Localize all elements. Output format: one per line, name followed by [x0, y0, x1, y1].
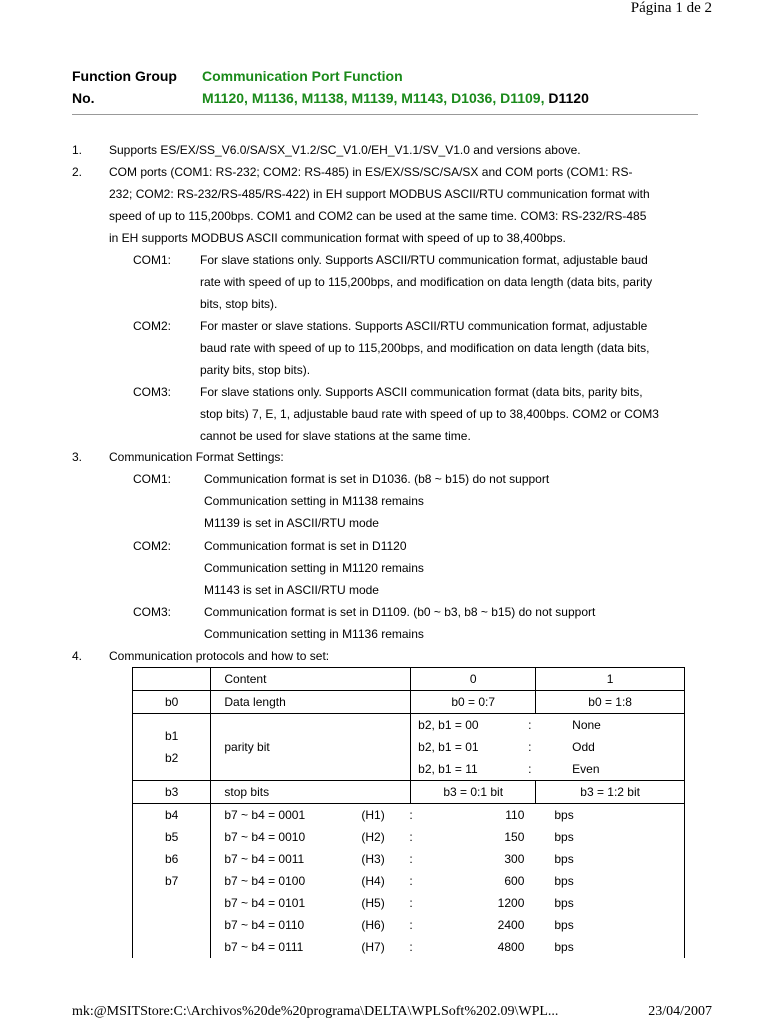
baud-hex: (H7): [361, 940, 385, 954]
function-numbers: [202, 90, 589, 106]
item-3-com1-key: COM1:: [133, 472, 172, 486]
item-2-com2-line-1: For master or slave stations. Supports ASCII/RTU communication format, adjustable: [200, 319, 648, 333]
baud-rate: 600: [504, 874, 525, 888]
item-2-com1-key: COM1:: [133, 253, 172, 267]
parity-bit-b1: b1: [165, 729, 179, 743]
baud-rate: 2400: [497, 918, 525, 932]
baud-row: [224, 826, 684, 848]
item-3-com2-key: COM2:: [133, 539, 172, 553]
baud-unit: bps: [554, 918, 574, 932]
baud-rate: 1200: [497, 896, 525, 910]
baud-code: b7 ~ b4 = 0110: [224, 918, 305, 932]
item-2-com2-key: COM2:: [133, 319, 172, 333]
item-3-number: 3.: [72, 450, 83, 464]
baud-hex: (H1): [361, 808, 385, 822]
b3-content: stop bits: [211, 781, 411, 804]
parity-cond: b2, b1 = 01: [418, 740, 479, 754]
item-2-line-4: in EH supports MODBUS ASCII communication format with speed of up to 38,400bps.: [109, 231, 566, 245]
item-2-line-2: 232; COM2: RS-232/RS-485/RS-422) in EH support MODBUS ASCII/RTU communication format with: [109, 187, 650, 201]
b3-one: b3 = 1:2 bit: [536, 781, 685, 804]
parity-sep: :: [528, 718, 532, 732]
page-indicator: Página 1 de 2: [630, 0, 712, 16]
baud-sep: :: [409, 852, 413, 866]
baud-unit: bps: [554, 852, 574, 866]
table-row: [133, 781, 685, 804]
parity-value: None: [572, 718, 601, 732]
item-2-com3-key: COM3:: [133, 385, 172, 399]
baud-unit: bps: [554, 808, 574, 822]
parity-option: [418, 758, 684, 780]
item-2-line-1: COM ports (COM1: RS-232; COM2: RS-485) in ES/EX/SS/SC/SA/SX and COM ports (COM1: RS-: [109, 165, 633, 179]
parity-sep: :: [528, 740, 532, 754]
item-2-line-3: speed of up to 115,200bps. COM1 and COM2 can be used at the same time. COM3: RS-232/RS-485: [109, 209, 647, 223]
b3-zero: b3 = 0:1 bit: [411, 781, 536, 804]
parity-cond: b2, b1 = 11: [418, 762, 478, 776]
item-3-com2-line-2: Communication setting in M1120 remains: [204, 561, 424, 575]
table-header-row: [133, 668, 685, 691]
b0-bit: b0: [133, 691, 211, 714]
item-2-com3-line-2: stop bits) 7, E, 1, adjustable baud rate with speed of up to 38,400bps. COM2 or COM3: [200, 407, 659, 421]
baud-row: [224, 914, 684, 936]
baud-rate: 4800: [497, 940, 525, 954]
item-3-com3-key: COM3:: [133, 605, 172, 619]
baud-sep: :: [409, 808, 413, 822]
baud-code: b7 ~ b4 = 0011: [224, 852, 305, 866]
item-2-number: 2.: [72, 165, 83, 179]
baud-hex: (H3): [361, 852, 385, 866]
table-row: [133, 804, 685, 959]
item-3-com3-line-1: Communication format is set in D1109. (b0 ~ b3, b8 ~ b15) do not support: [204, 605, 596, 619]
baud-bit-b4: b4: [165, 808, 179, 822]
number-label: No.: [72, 90, 95, 106]
baud-sep: :: [409, 874, 413, 888]
item-1-number: 1.: [72, 143, 83, 157]
parity-cond: b2, b1 = 00: [418, 718, 479, 732]
item-3-com2-line-1: Communication format is set in D1120: [204, 539, 407, 553]
baud-code: b7 ~ b4 = 0010: [224, 830, 306, 844]
baud-row: [224, 870, 684, 892]
header-one: 1: [536, 668, 685, 691]
function-numbers-green: M1120, M1136, M1138, M1139, M1143, D1036, D1109,: [202, 90, 545, 106]
b0-zero: b0 = 0:7: [411, 691, 536, 714]
baud-unit: bps: [554, 940, 574, 954]
item-2-com2-line-3: parity bits, stop bits).: [200, 363, 311, 377]
table-row: [133, 714, 685, 781]
baud-bit-b5: b5: [165, 830, 179, 844]
item-3-com1-line-1: Communication format is set in D1036. (b8 ~ b15) do not support: [204, 472, 550, 486]
baud-rate: 110: [505, 808, 525, 822]
item-4-number: 4.: [72, 649, 83, 663]
header-bit: [133, 668, 211, 691]
parity-options: [411, 714, 685, 781]
baud-bits: [133, 804, 211, 959]
baud-bit-b7: b7: [165, 874, 179, 888]
baud-hex: (H5): [361, 896, 385, 910]
baud-bit-b6: b6: [165, 852, 179, 866]
baud-row: [224, 936, 684, 958]
footer-date: 23/04/2007: [648, 1004, 712, 1019]
footer-path: mk:@MSITStore:C:\Archivos%20de%20programa\DELTA\WPLSoft%202.09\WPL...: [72, 1004, 559, 1019]
item-2-com1-line-2: rate with speed of up to 115,200bps, and modification on data length (data bits, parity: [200, 275, 653, 289]
baud-row: [224, 804, 684, 826]
b0-content: Data length: [211, 691, 411, 714]
parity-sep: :: [528, 762, 532, 776]
item-2-com3-line-3: cannot be used for slave stations at the same time.: [200, 429, 471, 443]
baud-hex: (H4): [361, 874, 385, 888]
parity-value: Even: [572, 762, 600, 776]
item-3-com1-line-3: M1139 is set in ASCII/RTU mode: [204, 516, 379, 530]
baud-hex: (H6): [361, 918, 385, 932]
header-divider: [72, 114, 698, 115]
parity-content: parity bit: [211, 714, 411, 781]
table-row: [133, 691, 685, 714]
baud-hex: (H2): [361, 830, 385, 844]
baud-code: b7 ~ b4 = 0101: [224, 896, 306, 910]
item-2-com1-line-3: bits, stop bits).: [200, 297, 278, 311]
baud-sep: :: [409, 940, 413, 954]
baud-row: [224, 848, 684, 870]
baud-unit: bps: [554, 874, 574, 888]
parity-option: [418, 736, 684, 758]
item-2-com1-line-1: For slave stations only. Supports ASCII/RTU communication format, adjustable baud: [200, 253, 648, 267]
item-4-title: Communication protocols and how to set:: [109, 649, 330, 663]
b0-one: b0 = 1:8: [536, 691, 685, 714]
item-1-text: Supports ES/EX/SS_V6.0/SA/SX_V1.2/SC_V1.0/EH_V1.1/SV_V1.0 and versions above.: [109, 143, 581, 157]
baud-code: b7 ~ b4 = 0111: [224, 940, 304, 954]
item-3-com2-line-3: M1143 is set in ASCII/RTU mode: [204, 583, 379, 597]
baud-row: [224, 892, 684, 914]
parity-value: Odd: [572, 740, 595, 754]
baud-code: b7 ~ b4 = 0001: [224, 808, 306, 822]
function-numbers-black: D1120: [548, 90, 589, 106]
header-zero: 0: [411, 668, 536, 691]
item-2-com3-line-1: For slave stations only. Supports ASCII communication format (data bits, parity bits,: [200, 385, 643, 399]
baud-rate: 300: [504, 852, 525, 866]
baud-unit: bps: [554, 896, 574, 910]
parity-bits: [133, 714, 211, 781]
baud-unit: bps: [554, 830, 574, 844]
item-2-com2-line-2: baud rate with speed of up to 115,200bps, and modification on data length (data bits,: [200, 341, 650, 355]
baud-sep: :: [409, 896, 413, 910]
header-content: Content: [211, 668, 411, 691]
baud-rates: [211, 804, 685, 959]
protocol-table: [132, 667, 685, 958]
function-group-label: Function Group: [72, 68, 177, 84]
function-title: Communication Port Function: [202, 68, 403, 84]
item-3-com3-line-2: Communication setting in M1136 remains: [204, 627, 424, 641]
parity-bit-b2: b2: [165, 751, 179, 765]
baud-sep: :: [409, 830, 413, 844]
item-3-com1-line-2: Communication setting in M1138 remains: [204, 494, 424, 508]
baud-code: b7 ~ b4 = 0100: [224, 874, 306, 888]
item-3-title: Communication Format Settings:: [109, 450, 284, 464]
baud-sep: :: [409, 918, 413, 932]
parity-option: [418, 714, 684, 736]
b3-bit: b3: [133, 781, 211, 804]
baud-rate: 150: [504, 830, 525, 844]
